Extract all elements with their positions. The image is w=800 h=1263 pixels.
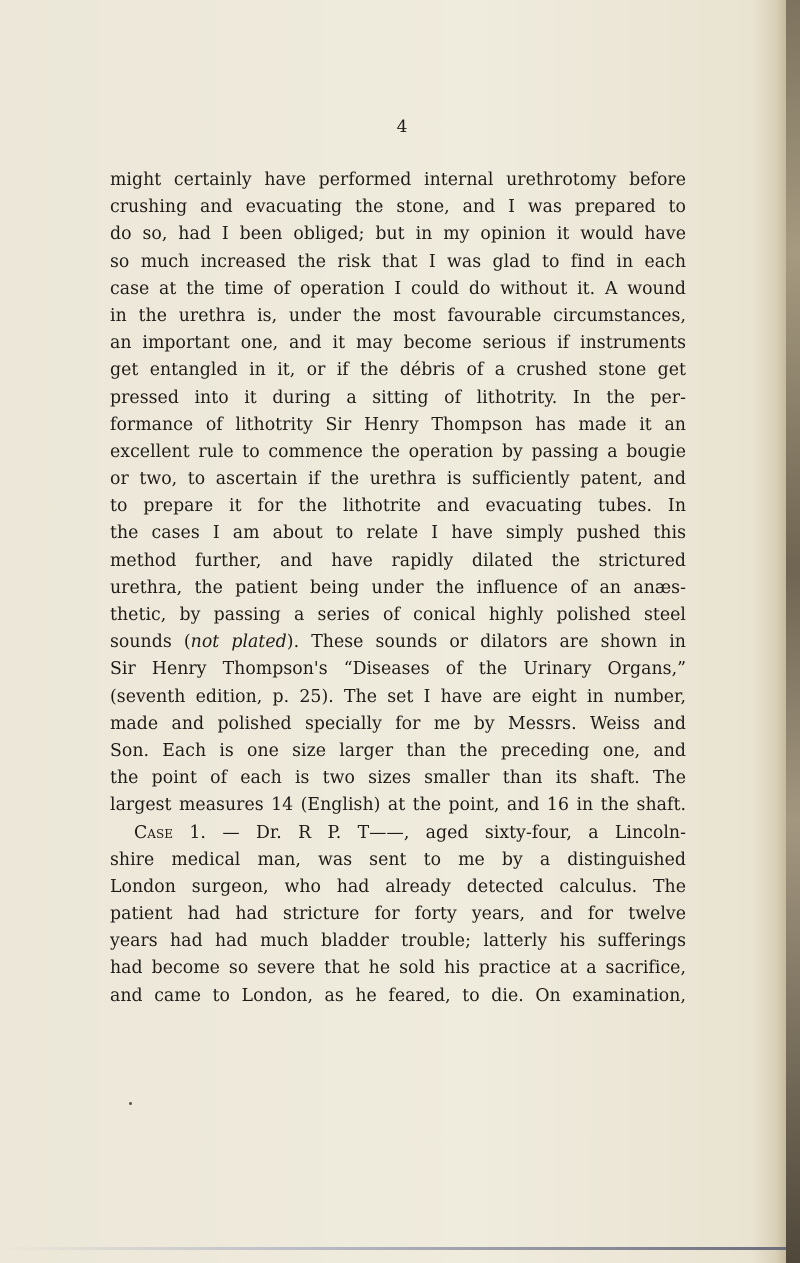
text-line: shire medical man, was sent to me by a distinguished <box>110 849 686 870</box>
text-line: patient had had stricture for forty years, and for twelve <box>110 904 686 925</box>
text-line: excellent rule to commence the operation by passing a bougie <box>110 441 686 462</box>
text-line: case at the time of operation I could do without it. A wound <box>110 278 686 299</box>
text-line: urethra, the patient being under the influence of an anæs- <box>110 577 686 598</box>
text-line: an important one, and it may become serious if instruments <box>110 333 686 354</box>
text-line: Sir Henry Thompson's “Diseases of the Urinary Organs,” <box>110 659 686 680</box>
text-line: or two, to ascertain if the urethra is sufficiently patent, and <box>110 469 686 490</box>
text-line: in the urethra is, under the most favourable circumstances, <box>110 305 686 326</box>
text-line: largest measures 14 (English) at the point, and 16 in the shaft. <box>110 795 686 816</box>
text-line-with-italic: sounds (not plated). These sounds or dilators are shown in <box>110 632 686 653</box>
text-line: the point of each is two sizes smaller than its shaft. The <box>110 768 686 789</box>
text-line: pressed into it during a sitting of lithotrity. In the per- <box>110 387 686 408</box>
text-line: Son. Each is one size larger than the preceding one, and <box>110 740 686 761</box>
case-first-line <box>110 820 686 847</box>
text-line: and came to London, as he feared, to die. On examination, <box>110 985 686 1006</box>
scan-edge-line <box>0 1247 786 1250</box>
ink-speck <box>129 1102 132 1105</box>
text-line: get entangled in it, or if the débris of a crushed stone get <box>110 360 686 381</box>
book-edge <box>786 0 800 1263</box>
text-line: method further, and have rapidly dilated the strictured <box>110 550 686 571</box>
text-line: (seventh edition, p. 25). The set I have are eight in number, <box>110 686 686 707</box>
text-line: London surgeon, who had already detected calculus. The <box>110 876 686 897</box>
case-line-text: — Dr. R P. T——, aged sixty-four, a Lincoln- <box>222 822 686 843</box>
text-line: had become so severe that he sold his practice at a sacrifice, <box>110 958 686 979</box>
italic-phrase: not plated <box>190 632 287 653</box>
body-text <box>110 167 686 1010</box>
text-line: crushing and evacuating the stone, and I was prepared to <box>110 197 686 218</box>
case-heading: Case 1. <box>134 822 206 843</box>
text-line: the cases I am about to relate I have simply pushed this <box>110 523 686 544</box>
page-number: 4 <box>396 117 408 137</box>
text-line: so much increased the risk that I was glad to find in each <box>110 251 686 272</box>
text-line: formance of lithotrity Sir Henry Thompson has made it an <box>110 414 686 435</box>
text-line: years had had much bladder trouble; latterly his sufferings <box>110 931 686 952</box>
text-line: thetic, by passing a series of conical highly polished steel <box>110 605 686 625</box>
text-line: do so, had I been obliged; but in my opinion it would have <box>110 224 686 245</box>
text-line: might certainly have performed internal urethrotomy before <box>110 170 686 190</box>
text-line: made and polished specially for me by Messrs. Weiss and <box>110 713 686 734</box>
text-line: to prepare it for the lithotrite and evacuating tubes. In <box>110 496 686 517</box>
